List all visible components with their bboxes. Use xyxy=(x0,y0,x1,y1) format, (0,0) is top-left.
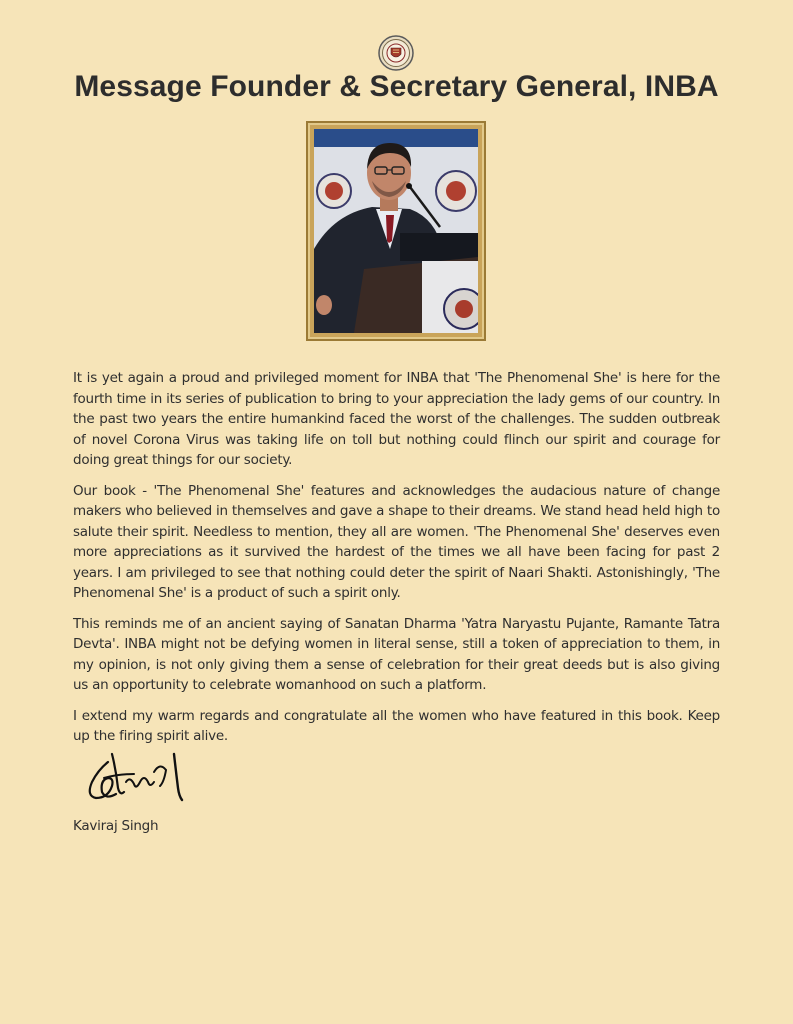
handwritten-signature-icon xyxy=(78,748,190,810)
page-title: Message Founder & Secretary General, INBA xyxy=(74,70,719,103)
message-paragraph: I extend my warm regards and congratulate all the women who have featured in this book. Keep up the firing spirit alive. xyxy=(73,707,720,744)
message-paragraph: It is yet again a proud and privileged moment for INBA that 'The Phenomenal She' is here for the fourth time in its series of publication to bring to your appreciation the lady gems of our country. In the past two years the entire humankind faced the worst of the challenges. The sudden outbreak of novel Corona Virus was taking life on toll but nothing could flinch our spirit and courage for doing great things for our society. xyxy=(73,370,720,468)
inba-emblem-icon xyxy=(378,35,414,71)
message-body xyxy=(73,368,720,757)
signer-name: Kaviraj Singh xyxy=(73,818,159,834)
photo-frame xyxy=(306,121,486,341)
message-paragraph: This reminds me of an ancient saying of Sanatan Dharma 'Yatra Naryastu Pujante, Ramante Tatra Devta'. INBA might not be defying women in literal sense, still a token of appreciation to them, in my opinion, is not only giving them a sense of celebration for their great deeds but is also giving us an opportunity to celebrate womanhood on such a platform. xyxy=(73,615,720,693)
speaker-portrait-photo xyxy=(314,129,478,333)
message-paragraph: Our book - 'The Phenomenal She' features and acknowledges the audacious nature of change makers who believed in themselves and gave a shape to their dreams. We stand head held high to salute their spirit. Needless to mention, they all are women. 'The Phenomenal She' deserves even more appreciations as it survived the hardest of the times we all have been facing for past 2 years. I am privileged to see that nothing could deter the spirit of Naari Shakti. Astonishingly, 'The Phenomenal She' is a product of such a spirit only. xyxy=(73,482,720,601)
